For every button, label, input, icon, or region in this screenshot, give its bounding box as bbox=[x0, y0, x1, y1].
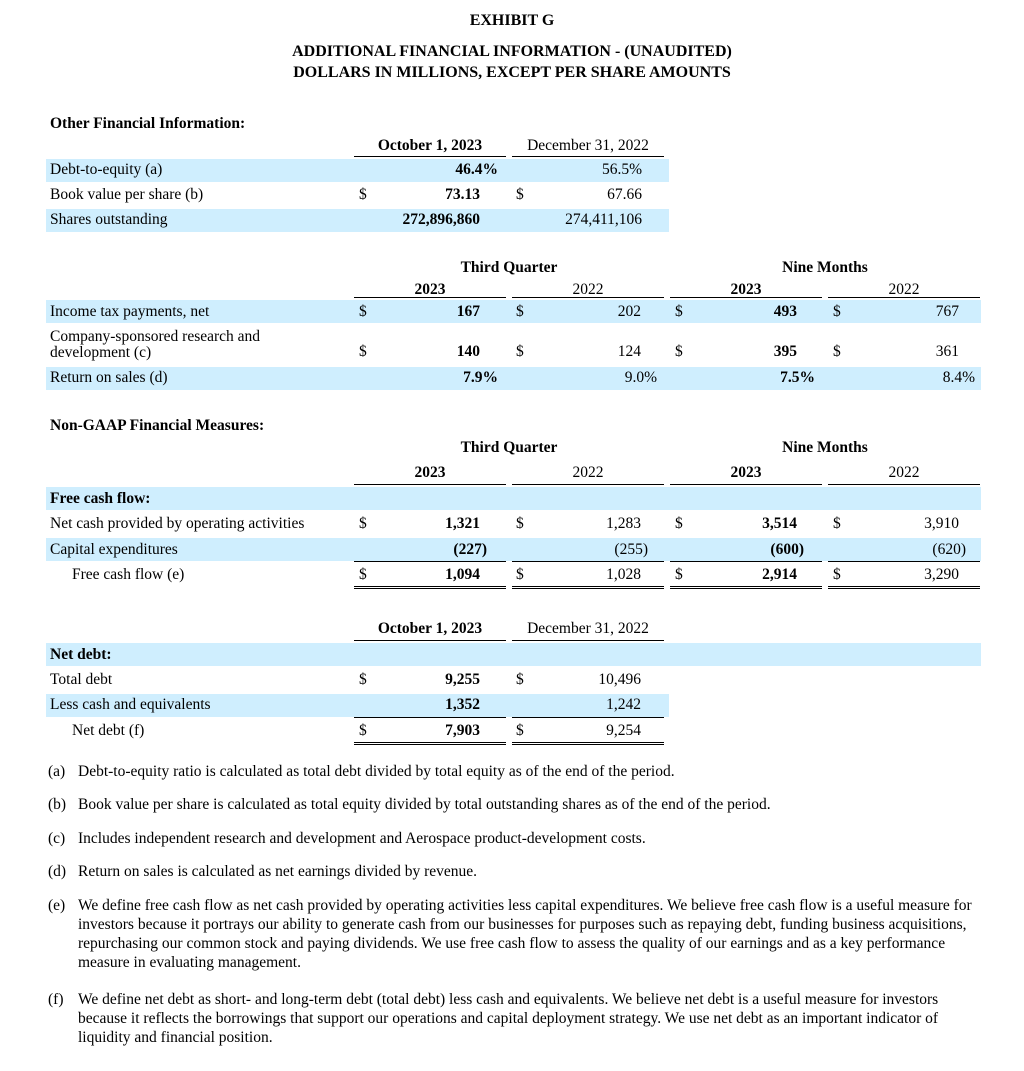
footnote-b bbox=[48, 795, 983, 814]
currency-symbol: $ bbox=[359, 343, 367, 360]
currency-symbol: $ bbox=[516, 566, 524, 583]
currency-symbol: $ bbox=[359, 515, 367, 532]
value: 3,290 bbox=[924, 566, 959, 583]
value: 140 bbox=[456, 343, 480, 360]
value: (255) bbox=[614, 541, 648, 558]
currency-symbol: $ bbox=[675, 515, 683, 532]
currency-symbol: $ bbox=[516, 303, 524, 320]
currency-symbol: $ bbox=[359, 722, 367, 739]
value: 1,352 bbox=[445, 696, 480, 713]
currency-symbol: $ bbox=[359, 566, 367, 583]
value: 493 bbox=[773, 303, 797, 320]
currency-symbol: $ bbox=[833, 343, 841, 360]
currency-symbol: $ bbox=[675, 566, 683, 583]
currency-symbol: $ bbox=[516, 343, 524, 360]
footnote-text: Debt-to-equity ratio is calculated as total debt divided by total equity as of the end of the period. bbox=[78, 763, 675, 780]
footnote-e bbox=[48, 896, 983, 972]
footnote-f bbox=[48, 990, 983, 1047]
value: 8.4% bbox=[942, 369, 975, 386]
value: 1,028 bbox=[606, 566, 641, 583]
footnote-label: (f) bbox=[48, 991, 64, 1008]
row-label: Shares outstanding bbox=[50, 211, 168, 228]
value: 1,283 bbox=[606, 515, 641, 532]
value: 124 bbox=[617, 343, 641, 360]
footnote-c bbox=[48, 829, 983, 848]
nine-months-header: Nine Months bbox=[782, 439, 868, 456]
currency-symbol: $ bbox=[675, 343, 683, 360]
value: 56.5% bbox=[601, 161, 642, 178]
value: 73.13 bbox=[445, 186, 480, 203]
value: 272,896,860 bbox=[402, 211, 480, 228]
row-label: Net debt (f) bbox=[72, 722, 145, 739]
nine-months-header: Nine Months bbox=[782, 259, 868, 276]
currency-symbol: $ bbox=[516, 671, 524, 688]
page-subtitle: DOLLARS IN MILLIONS, EXCEPT PER SHARE AMOUNTS bbox=[293, 64, 731, 81]
third-quarter-header: Third Quarter bbox=[460, 259, 558, 276]
col-header-dec-2022: December 31, 2022 bbox=[527, 620, 649, 637]
page-title: ADDITIONAL FINANCIAL INFORMATION - (UNAUDITED) bbox=[292, 43, 732, 60]
row-label: Less cash and equivalents bbox=[50, 696, 211, 713]
value: 9.0% bbox=[624, 369, 657, 386]
value: 10,496 bbox=[598, 671, 641, 688]
row-label-cont: development (c) bbox=[50, 344, 152, 361]
footnote-text: Includes independent research and development and Aerospace product-development costs. bbox=[78, 830, 646, 847]
value: 67.66 bbox=[607, 186, 642, 203]
col-header-oct-2023: October 1, 2023 bbox=[377, 137, 483, 154]
value: 202 bbox=[617, 303, 641, 320]
row-label: Free cash flow (e) bbox=[72, 566, 185, 583]
row-label: Capital expenditures bbox=[50, 541, 178, 558]
row-label: Company-sponsored research and bbox=[50, 328, 261, 345]
currency-symbol: $ bbox=[359, 303, 367, 320]
footnote-label: (e) bbox=[48, 897, 66, 914]
footnote-a bbox=[48, 762, 983, 781]
col-header-dec-2022: December 31, 2022 bbox=[527, 137, 649, 154]
currency-symbol: $ bbox=[516, 186, 524, 203]
non-gaap-title: Non-GAAP Financial Measures: bbox=[50, 417, 265, 434]
footnote-label: (b) bbox=[48, 796, 67, 813]
value: (620) bbox=[932, 541, 966, 558]
value: 46.4% bbox=[455, 161, 498, 178]
value: 167 bbox=[456, 303, 480, 320]
third-quarter-header: Third Quarter bbox=[460, 439, 558, 456]
footnote-text: We define free cash flow as net cash provided by operating activities less capital expenditures. We believe free cash flow is a useful measure for investors because it portrays our ability to generate cash from our businesses for purposes such as repaying debt, funding business acquisitions, repurchasing our common stock and paying dividends. We use free cash flow to assess the quality of our earnings and as a key performance measure in evaluating management. bbox=[78, 897, 972, 971]
value: 7.5% bbox=[780, 369, 815, 386]
col-header-oct-2023: October 1, 2023 bbox=[377, 620, 483, 637]
value: 9,254 bbox=[606, 722, 641, 739]
currency-symbol: $ bbox=[833, 566, 841, 583]
currency-symbol: $ bbox=[359, 186, 367, 203]
exhibit-label: EXHIBIT G bbox=[469, 12, 555, 29]
currency-symbol: $ bbox=[675, 303, 683, 320]
currency-symbol: $ bbox=[516, 515, 524, 532]
free-cash-flow-title: Free cash flow: bbox=[50, 490, 151, 507]
value: 395 bbox=[773, 343, 797, 360]
footnote-label: (a) bbox=[48, 763, 66, 780]
footnote-d bbox=[48, 862, 983, 881]
currency-symbol: $ bbox=[359, 671, 367, 688]
net-debt-title: Net debt: bbox=[50, 646, 112, 663]
year-header-2022: 2022 bbox=[888, 281, 920, 298]
value: (600) bbox=[770, 541, 804, 558]
currency-symbol: $ bbox=[833, 515, 841, 532]
value: 767 bbox=[935, 303, 959, 320]
value: 3,514 bbox=[762, 515, 797, 532]
footnote-label: (d) bbox=[48, 863, 67, 880]
value: (227) bbox=[453, 541, 487, 558]
value: 9,255 bbox=[445, 671, 480, 688]
year-header-2023: 2023 bbox=[730, 281, 762, 298]
value: 7.9% bbox=[463, 369, 498, 386]
currency-symbol: $ bbox=[833, 303, 841, 320]
value: 2,914 bbox=[762, 566, 797, 583]
value: 7,903 bbox=[445, 722, 480, 739]
year-header-2023: 2023 bbox=[414, 464, 446, 481]
footnote-text: Return on sales is calculated as net earnings divided by revenue. bbox=[78, 863, 477, 880]
year-header-2023: 2023 bbox=[730, 464, 762, 481]
year-header-2022: 2022 bbox=[572, 464, 604, 481]
value: 1,242 bbox=[606, 696, 641, 713]
footnote-text: Book value per share is calculated as total equity divided by total outstanding shares as of the end of the period. bbox=[78, 796, 771, 813]
year-header-2022: 2022 bbox=[572, 281, 604, 298]
value: 274,411,106 bbox=[565, 211, 642, 228]
currency-symbol: $ bbox=[516, 722, 524, 739]
row-label: Book value per share (b) bbox=[50, 186, 204, 203]
year-header-2022: 2022 bbox=[888, 464, 920, 481]
row-label: Income tax payments, net bbox=[50, 303, 210, 320]
footnote-label: (c) bbox=[48, 830, 66, 847]
value: 1,321 bbox=[445, 515, 480, 532]
footnote-text: We define net debt as short- and long-term debt (total debt) less cash and equivalents. We believe net debt is a useful measure for investors because it reflects the borrowings that support our operations and capital deployment strategy. We use net debt as an important indicator of liquidity and financial position. bbox=[78, 991, 939, 1046]
value: 361 bbox=[935, 343, 959, 360]
row-label: Total debt bbox=[50, 671, 113, 688]
row-label: Return on sales (d) bbox=[50, 369, 168, 386]
value: 1,094 bbox=[445, 566, 480, 583]
row-label: Net cash provided by operating activities bbox=[50, 515, 305, 532]
year-header-2023: 2023 bbox=[414, 281, 446, 298]
row-label: Debt-to-equity (a) bbox=[50, 161, 163, 178]
value: 3,910 bbox=[924, 515, 959, 532]
other-info-title: Other Financial Information: bbox=[50, 115, 246, 132]
